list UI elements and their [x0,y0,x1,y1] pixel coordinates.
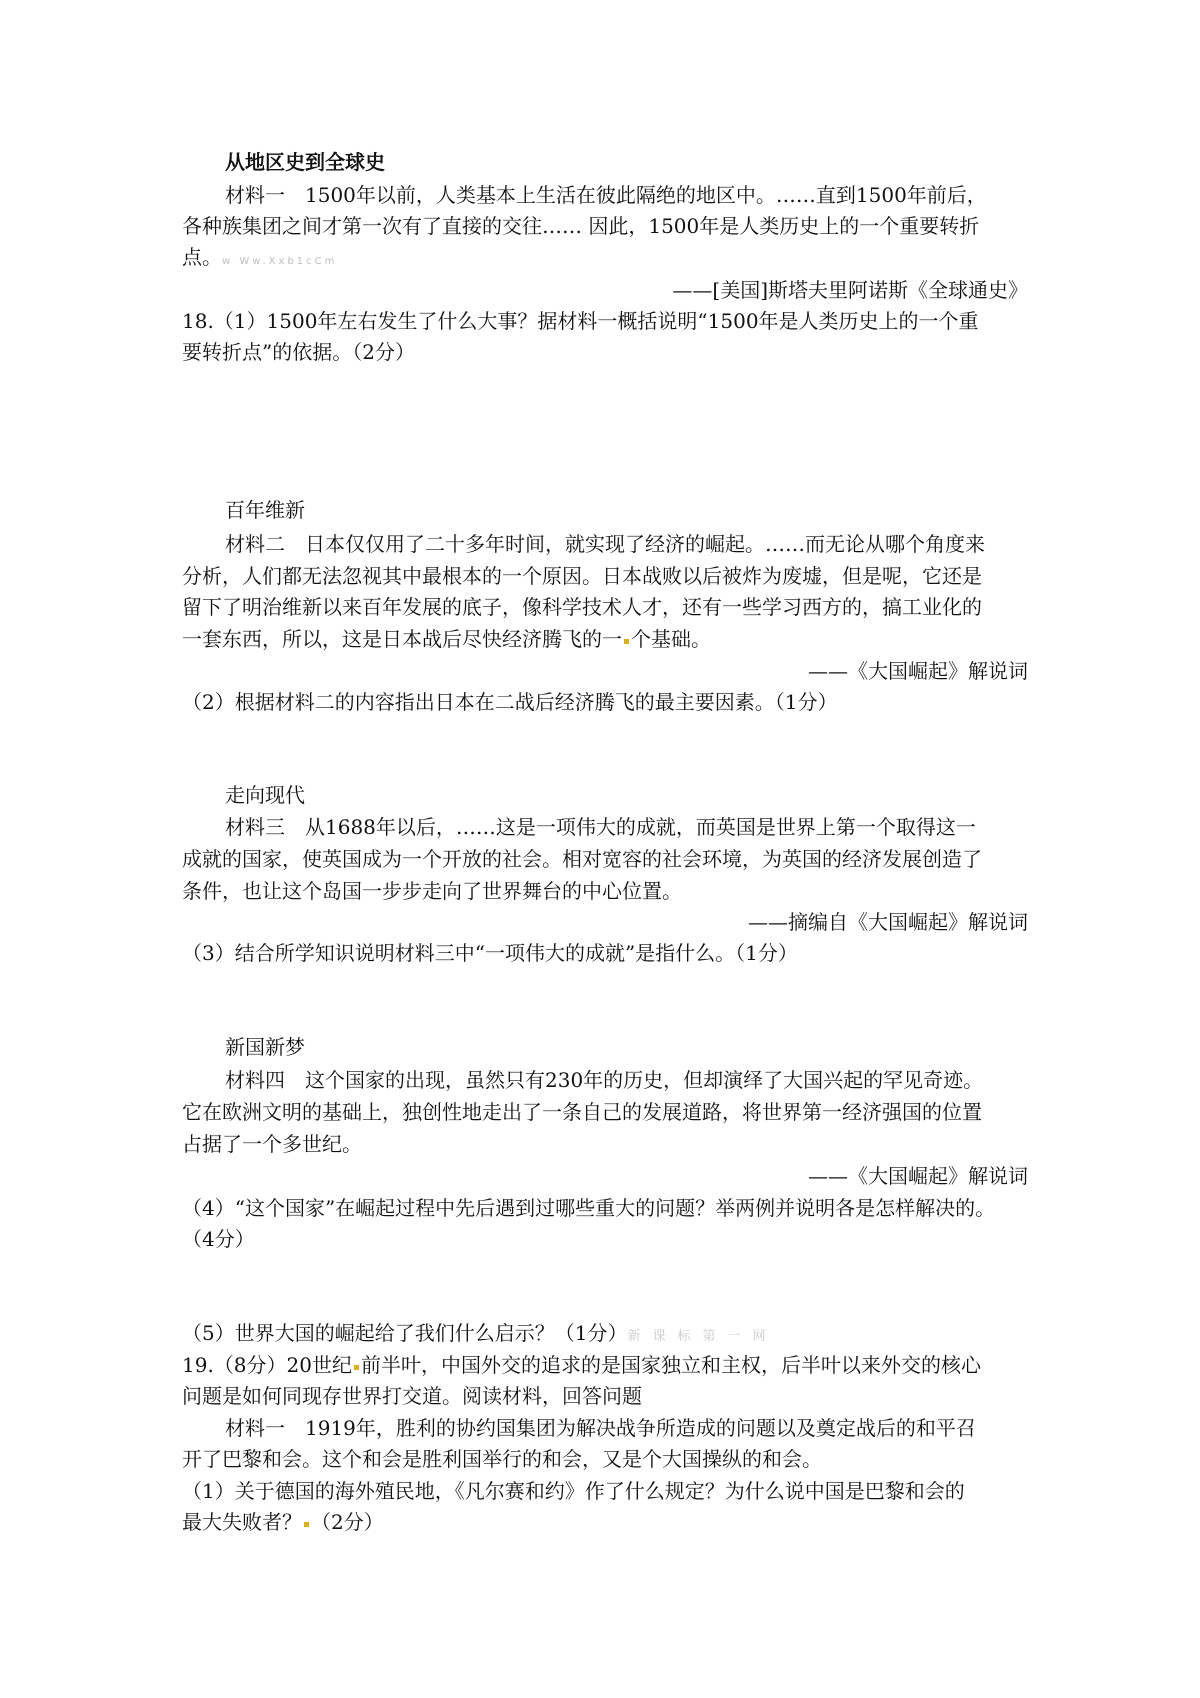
question-text: （4分） [182,1227,255,1251]
material-text: 点。w Ww.Xxb1cCm [182,245,338,269]
material-text: 条件，也让这个岛国一步步走向了世界舞台的中心位置。 [182,879,682,903]
marker-dot [304,1522,309,1527]
material-text: 材料二 日本仅仅用了二十多年时间，就实现了经济的崛起。……而无论从哪个角度来 [225,532,985,556]
material-text: 材料一 1919年，胜利的协约国集团为解决战争所造成的问题以及奠定战后的和平召 [225,1416,976,1440]
question-text: 问题是如何同现存世界打交道。阅读材料，回答问题 [182,1384,642,1408]
material-text: 开了巴黎和会。这个和会是胜利国举行的和会，又是个大国操纵的和会。 [182,1447,822,1471]
question-text: （4）“这个国家”在崛起过程中先后遇到过哪些重大的问题？举两例并说明各是怎样解决的。 [182,1196,996,1220]
marker-dot [354,1365,359,1370]
question-text: （2）根据材料二的内容指出日本在二战后经济腾飞的最主要因素。（1分） [182,690,838,714]
question-text: 18.（1）1500年左右发生了什么大事？据材料一概括说明“1500年是人类历史上的一个重 [182,309,979,333]
marker-dot [624,639,629,644]
section-title: 百年维新 [225,498,305,522]
material-text: 它在欧洲文明的基础上，独创性地走出了一条自己的发展道路，将世界第一经济强国的位置 [182,1100,982,1124]
question-text: （1）关于德国的海外殖民地，《凡尔赛和约》作了什么规定？为什么说中国是巴黎和会的 [182,1479,965,1503]
material-text: 成就的国家，使英国成为一个开放的社会。相对宽容的社会环境，为英国的经济发展创造了 [182,847,982,871]
question-text: （5）世界大国的崛起给了我们什么启示？（1分）新课标第一网 [182,1321,778,1345]
question-text: （3）结合所学知识说明材料三中“一项伟大的成就”是指什么。（1分） [182,941,798,965]
material-source: ——摘编自《大国崛起》解说词 [748,910,1028,934]
material-text: 一套东西，所以，这是日本战后尽快经济腾飞的一 个基础。 [182,627,711,651]
question-text: 要转折点”的依据。（2分） [182,340,415,364]
material-source: ——[美国]斯塔夫里阿诺斯《全球通史》 [672,278,1028,302]
material-source: ——《大国崛起》解说词 [808,1164,1028,1188]
question-text: 最大失败者？ （2分） [182,1510,384,1534]
material-text: 材料三 从1688年以后，……这是一项伟大的成就，而英国是世界上第一个取得这一 [225,815,976,839]
watermark-text: w Ww.Xxb1cCm [222,256,338,267]
material-text: 占据了一个多世纪。 [182,1132,362,1156]
watermark-text: 新课标第一网 [627,1329,778,1344]
material-text: 留下了明治维新以来百年发展的底子，像科学技术人才，还有一些学习西方的，搞工业化的 [182,595,982,619]
material-text: 材料四 这个国家的出现，虽然只有230年的历史，但却演绎了大国兴起的罕见奇迹。 [225,1068,984,1092]
section-title: 从地区史到全球史 [225,150,385,174]
section-title: 走向现代 [225,783,305,807]
material-text: 各种族集团之间才第一次有了直接的交往…… 因此，1500年是人类历史上的一个重要转折 [182,214,980,238]
question-text: 19.（8分）20世纪 前半叶，中国外交的追求的是国家独立和主权，后半叶以来外交的核心 [182,1353,981,1377]
material-source: ——《大国崛起》解说词 [808,659,1028,683]
material-text: 分析，人们都无法忽视其中最根本的一个原因。日本战败以后被炸为废墟，但是呢，它还是 [182,564,982,588]
section-title: 新国新梦 [225,1035,305,1059]
material-text: 材料一 1500年以前，人类基本上生活在彼此隔绝的地区中。……直到1500年前后， [225,183,987,207]
